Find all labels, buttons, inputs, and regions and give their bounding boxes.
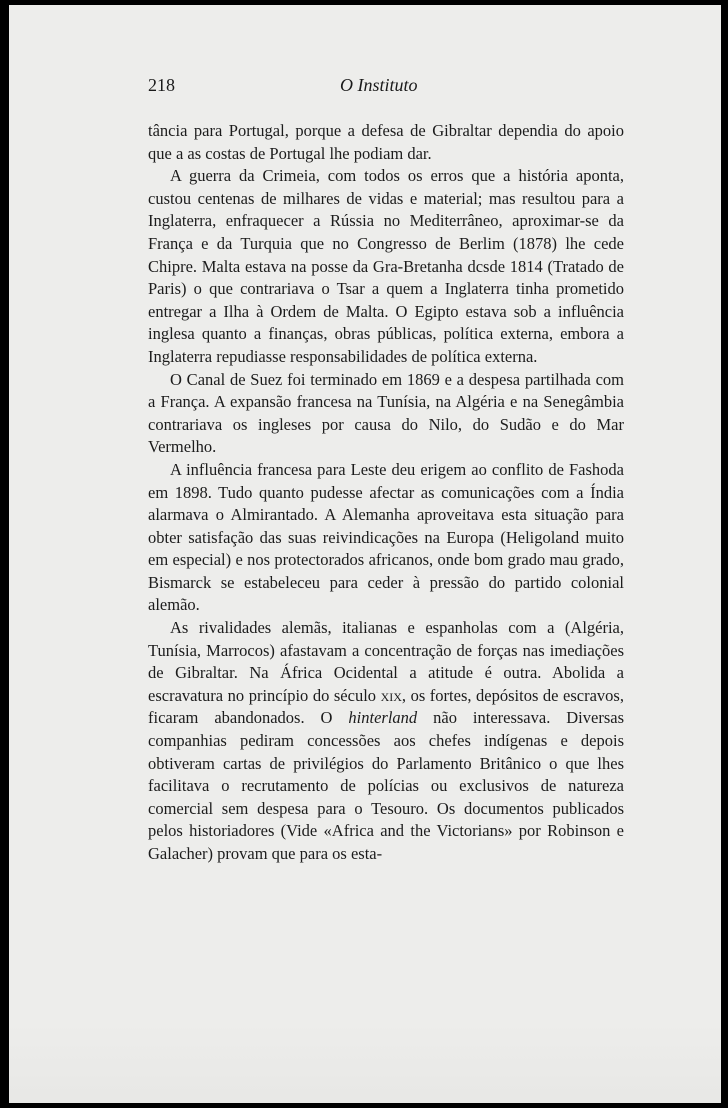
page-header [148,75,634,105]
body-text [148,120,624,866]
paragraph-text: As rivalidades alemãs, italianas e espanholas com a (Algéria, Tunísia, Marrocos) afastavam a concentração de forças nas imediações de Gibraltar. Na África Ocidental a atitude é outra. Abolida a escravatura no princípio do século [148,618,624,705]
smallcaps-text: xix [380,685,402,705]
paragraph-text: O Canal de Suez foi terminado em 1869 e a despesa partilhada com a França. A expansão francesa na Tunísia, na Algéria e na Senegâmbia contrariava os ingleses por causa do Nilo, do Sudão e do Mar Vermelho. [148,369,624,457]
paragraph-text: tância para Portugal, porque a defesa de Gibraltar dependia do apoio que a as costas de Portugal lhe podiam dar. [148,121,624,163]
paragraph [148,369,624,459]
scan-shading [9,1023,721,1103]
paragraph-text: A guerra da Crimeia, com todos os erros que a história aponta, custou centenas de milhares de vidas e material; mas resultou para a Inglaterra, enfraquecer a Rússia no Mediterrâneo, aproximar-se da França e da Turquia que no Congresso de Berlim (1878) lhe cede Chipre. Malta estava na posse da Gra-Bretanha dcsde 1814 (Tratado de Paris) o que contrariava o Tsar a quem a Inglaterra tinha prometido entregar a Ilha à Ordem de Malta. O Egipto estava sob a influência inglesa quanto a finanças, obras públicas, política externa, embora a Inglaterra repudiasse responsabilidades de política externa. [148,166,624,366]
document-page [9,5,721,1103]
paragraph [148,617,624,866]
running-title: O Instituto [340,75,418,95]
paragraph-text: não interessava. Diversas companhias pediram concessões aos chefes indígenas e depois obtiveram cartas de privilégios do Parlamento Britânico o que lhes facilitava o recrutamento de polícias ou exclusivos de natureza comercial sem despesa para o Tesouro. Os documentos publicados pelos historiadores (Vide «Africa and the Victorians» por Robinson e Galacher) provam que para os esta- [148,708,625,863]
paragraph-text: , os fortes, depósitos de escravos, ficaram abandonados. O [148,685,624,728]
italic-text: hinterland [348,708,418,728]
page-number: 218 [148,75,175,95]
paragraph-text: A influência francesa para Leste deu erigem ao conflito de Fashoda em 1898. Tudo quanto pudesse afectar as comunicações com a Índia alarmava o Almirantado. A Alemanha aproveitava esta situação para obter satisfação das suas reivindicações na Europa (Heligoland muito em especial) e nos protectorados africanos, onde bom grado mau grado, Bismarck se estabeleceu para ceder à pressão do partido colonial alemão. [148,459,624,615]
paragraph [148,459,624,617]
paragraph [148,165,624,368]
paragraph [148,120,624,165]
